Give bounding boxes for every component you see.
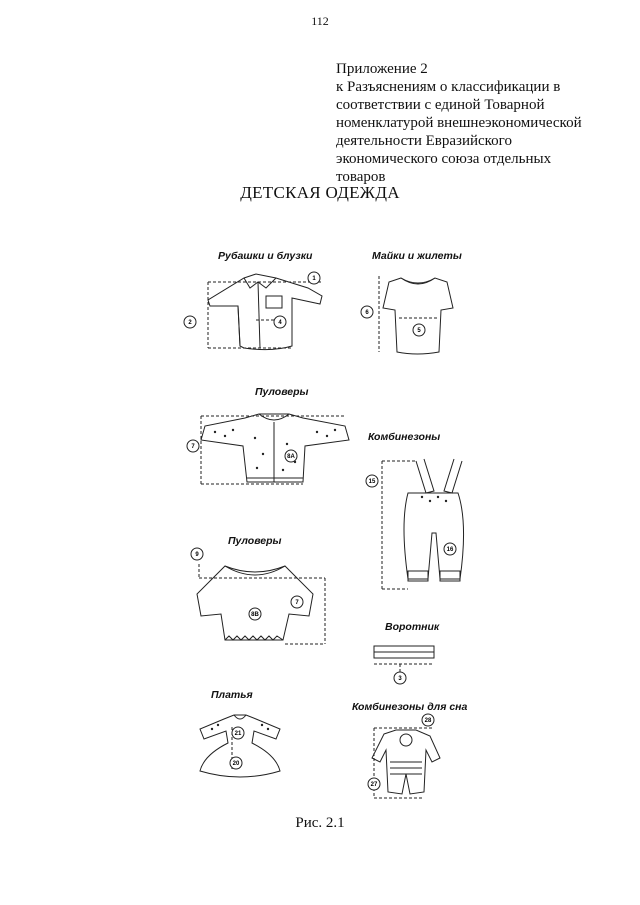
figure-caption: Рис. 2.1: [295, 815, 345, 831]
appendix-line: соответствии с единой Товарной: [336, 97, 545, 113]
pullover-1-drawing: [185, 404, 365, 494]
sleepsuit-illustration: [360, 712, 450, 812]
shirt-drawing: [180, 266, 330, 356]
overalls-drawing: [360, 453, 470, 598]
pullover-2-drawing: [185, 544, 335, 654]
caption-collar: Воротник: [385, 621, 440, 633]
marker-label: 20: [232, 761, 240, 767]
caption-pullovers-1: Пуловеры: [255, 386, 309, 398]
caption-vests: Майки и жилеты: [372, 250, 462, 262]
overalls-illustration: [360, 453, 470, 603]
marker-label: 6: [365, 310, 369, 316]
sleepsuit-drawing: [360, 712, 450, 807]
pullover-2-illustration: [185, 544, 335, 659]
vest-illustration: [355, 268, 465, 363]
marker-label: 7: [295, 600, 299, 606]
collar-illustration: [364, 638, 444, 693]
collar-drawing: [364, 638, 444, 688]
marker-label: 21: [234, 731, 242, 737]
shirt-illustration: [180, 266, 330, 361]
marker-label: 2: [188, 320, 192, 326]
caption-pullovers-2: Пуловеры: [228, 535, 282, 547]
caption-overalls: Комбинезоны: [368, 431, 441, 443]
vest-drawing: [355, 268, 465, 358]
appendix-line: экономического союза отдельных: [336, 151, 552, 167]
dress-drawing: [188, 705, 288, 785]
marker-label: 28: [424, 718, 432, 724]
marker-label: 16: [446, 547, 454, 553]
marker-label: 27: [370, 782, 378, 788]
appendix-line: Приложение 2: [336, 61, 428, 77]
marker-label: 8A: [287, 454, 295, 460]
marker-label: 7: [191, 444, 195, 450]
marker-label: 8B: [251, 612, 259, 618]
pullover-1-illustration: [185, 404, 365, 499]
caption-dresses: Платья: [211, 689, 253, 701]
marker-label: 4: [278, 320, 282, 326]
appendix-line: деятельности Евразийского: [336, 133, 512, 149]
appendix-line: товаров: [336, 169, 386, 185]
marker-label: 5: [417, 328, 421, 334]
marker-label: 1: [312, 276, 316, 282]
marker-label: 9: [195, 552, 199, 558]
appendix-header: [336, 60, 626, 186]
caption-shirts: Рубашки и блузки: [218, 250, 313, 262]
caption-sleepsuits: Комбинезоны для сна: [352, 701, 468, 713]
appendix-line: номенклатурой внешнеэкономической: [336, 115, 582, 131]
dress-illustration: [188, 705, 288, 790]
marker-label: 15: [368, 479, 376, 485]
appendix-line: к Разъяснениям о классификации в: [336, 79, 561, 95]
page-number: 112: [311, 14, 329, 28]
marker-label: 3: [398, 676, 402, 682]
section-title: ДЕТСКАЯ ОДЕЖДА: [240, 183, 400, 202]
